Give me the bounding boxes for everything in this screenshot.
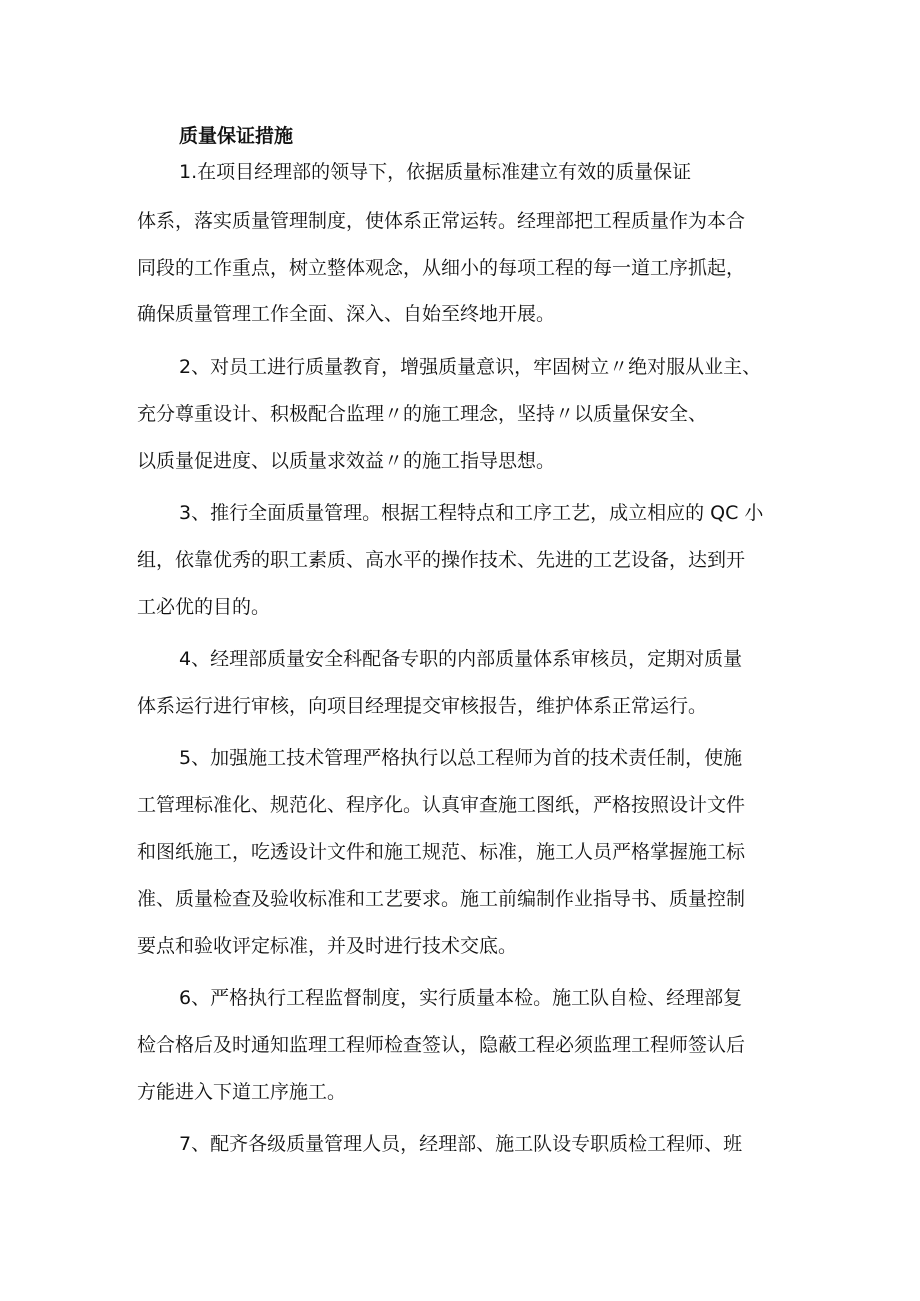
paragraph-line: 组，依靠优秀的职工素质、高水平的操作技术、先进的工艺设备，达到开 bbox=[137, 549, 746, 571]
document-title: 质量保证措施 bbox=[179, 125, 294, 147]
paragraph-line: 方能进入下道工序施工。 bbox=[137, 1081, 347, 1103]
paragraph-line: 准、质量检查及验收标准和工艺要求。施工前编制作业指导书、质量控制 bbox=[137, 888, 746, 910]
paragraph-line: 4、经理部质量安全科配备专职的内部质量体系审核员，定期对质量 bbox=[179, 648, 743, 670]
paragraph-line: 和图纸施工，吃透设计文件和施工规范、标准，施工人员严格掌握施工标 bbox=[137, 841, 746, 863]
paragraph-line: 同段的工作重点，树立整体观念，从细小的每项工程的每一道工序抓起， bbox=[137, 257, 746, 279]
paragraph-line: 以质量促进度、以质量求效益〃的施工指导思想。 bbox=[137, 450, 556, 472]
paragraph-line: 2、对员工进行质量教育，增强质量意识，牢固树立〃绝对服从业主、 bbox=[179, 356, 762, 378]
paragraph-line: 体系，落实质量管理制度，使体系正常运转。经理部把工程质量作为本合 bbox=[137, 210, 746, 232]
paragraph-line: 3、推行全面质量管理。根据工程特点和工序工艺，成立相应的 QC 小 bbox=[179, 502, 764, 524]
paragraph-line: 工必优的目的。 bbox=[137, 596, 271, 618]
paragraph-line: 1.在项目经理部的领导下，依据质量标准建立有效的质量保证 bbox=[179, 161, 692, 183]
paragraph-line: 确保质量管理工作全面、深入、自始至终地开展。 bbox=[137, 303, 556, 325]
paragraph-line: 体系运行进行审核，向项目经理提交审核报告，维护体系正常运行。 bbox=[137, 695, 708, 717]
paragraph-line: 检合格后及时通知监理工程师检查签认，隐蔽工程必须监理工程师签认后 bbox=[137, 1034, 746, 1056]
paragraph-line: 工管理标准化、规范化、程序化。认真审查施工图纸，严格按照设计文件 bbox=[137, 794, 746, 816]
paragraph-line: 6、严格执行工程监督制度，实行质量本检。施工队自检、经理部复 bbox=[179, 987, 743, 1009]
paragraph-line: 5、加强施工技术管理严格执行以总工程师为首的技术责任制，使施 bbox=[179, 747, 743, 769]
paragraph-line: 充分尊重设计、积极配合监理〃的施工理念，坚持〃以质量保安全、 bbox=[137, 403, 708, 425]
paragraph-line: 7、配齐各级质量管理人员，经理部、施工队设专职质检工程师、班 bbox=[179, 1133, 743, 1155]
paragraph-line: 要点和验收评定标准，并及时进行技术交底。 bbox=[137, 935, 518, 957]
